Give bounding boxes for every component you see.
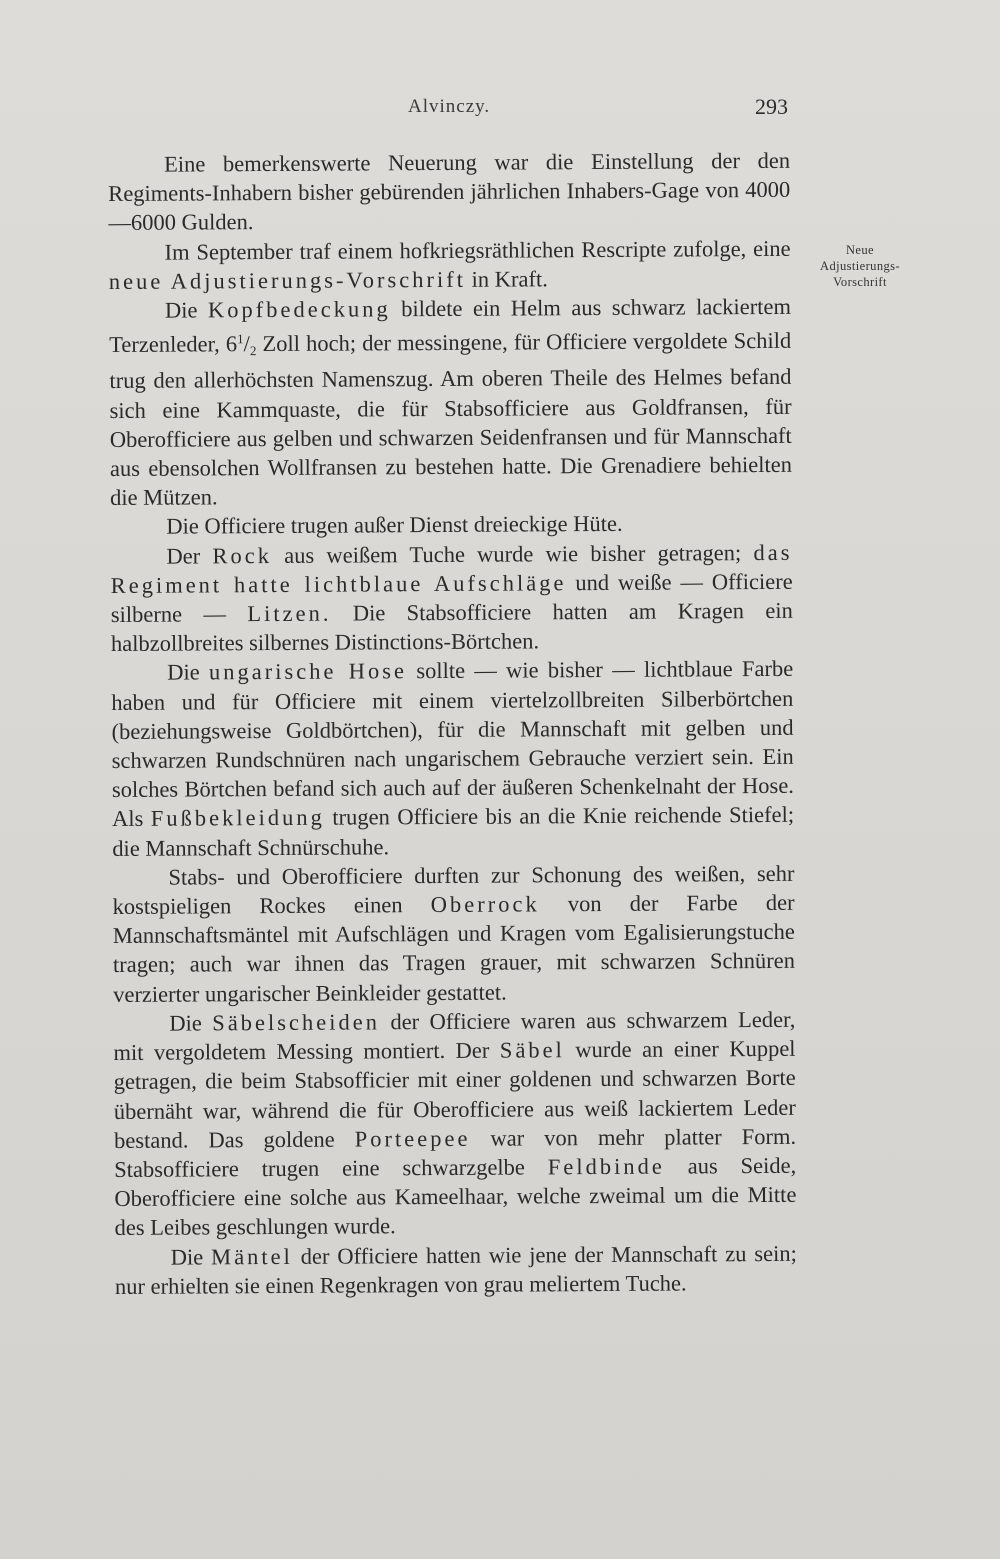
margin-note-line: Neue xyxy=(846,243,874,257)
spaced-emphasis: Mäntel xyxy=(211,1243,293,1269)
fraction-denominator: 2 xyxy=(249,343,257,359)
paragraph-text: der Officiere waren aus schwarzem Leder, mit vergoldetem Messing montiert. Der xyxy=(113,1006,796,1066)
spaced-emphasis: neue Adjustierungs-Vorschrift xyxy=(108,266,467,294)
page-header xyxy=(108,96,788,126)
paragraph-maentel xyxy=(115,1238,797,1301)
paragraph-text: Eine bemerkenswerte Neuerung war die Einstellung der den Regiments-Inhabern bisher gebürenden jährlichen Inhabers-Gage von 4000—6000 Gulden. xyxy=(108,147,791,236)
paragraph-adjustierung xyxy=(109,233,791,296)
body-text xyxy=(108,146,797,1301)
running-head: Alvinczy. xyxy=(408,96,491,117)
paragraph-text: sollte — wie bisher — lichtblaue Farbe haben und für Officiere mit einem viertelzollbreiten Silberbörtchen (beziehungsweise Goldbörtchen), für die Mannschaft mit gelben und schwarzen Rundschnüren nach ungarischem Gebrauche verziert sein. Ein solches Börtchen befand sich auch auf der äußeren Schenkelnaht der Hose. Als xyxy=(111,656,794,832)
paragraph-text: Die xyxy=(170,1243,204,1270)
margin-note-line: Vorschrift xyxy=(833,275,887,289)
fraction-numerator: 1 xyxy=(237,331,244,347)
paragraph-text: Die xyxy=(169,1010,202,1036)
spaced-emphasis: das Regiment hatte lichtblaue Aufschläge xyxy=(110,539,793,598)
spaced-emphasis: Säbelscheiden xyxy=(212,1009,381,1036)
spaced-emphasis: Feldbinde xyxy=(547,1153,665,1180)
paragraph-text: trugen Officiere bis an die Knie reichende Stiefel; die Mannschaft Schnürschuhe. xyxy=(112,802,795,861)
paragraph-kopfbedeckung xyxy=(109,292,792,513)
paragraph-text: Stabs- und Oberofficiere durften zur Schonung des weißen, sehr kostspieligen Rockes einen xyxy=(112,860,795,920)
spaced-emphasis: Litzen. xyxy=(247,600,332,627)
paragraph-text: in Kraft. xyxy=(471,266,548,292)
paragraph-text: Die Officiere trugen außer Dienst dreieckige Hüte. xyxy=(166,511,623,540)
paragraph-saebel xyxy=(113,1005,796,1243)
spaced-emphasis: Kopfbedeckung xyxy=(207,296,391,323)
page-number: 293 xyxy=(755,94,788,119)
paragraph-text: bildete ein Helm aus schwarz lackiertem Terzenleder, 6 xyxy=(109,293,792,358)
paragraph-hose xyxy=(111,654,794,863)
paragraph-text: aus weißem Tuche wurde wie bisher getragen; xyxy=(284,539,742,568)
paragraph-text: Im September traf einem hofkriegsräthlichen Rescripte zufolge, eine xyxy=(164,235,791,265)
paragraph-text: und weiße — Officiere silberne — xyxy=(110,568,793,628)
paragraph-gage xyxy=(108,146,791,238)
paragraph-text: aus Seide, Oberofficiere eine solche aus Kameelhaar, welche zweimal um die Mitte des Leibes geschlungen wurde. xyxy=(114,1152,797,1241)
spaced-emphasis: Fußbekleidung xyxy=(150,805,325,832)
paragraph-huete xyxy=(110,508,792,541)
paragraph-text: Die Stabsofficiere hatten am Kragen ein halbzollbreites silbernes Distinctions-Börtchen. xyxy=(110,597,793,657)
paragraph-rock xyxy=(110,537,793,658)
fraction-slash: / xyxy=(243,331,250,357)
margin-note-line: Adjustierungs- xyxy=(820,259,900,273)
spaced-emphasis: Säbel xyxy=(499,1037,565,1063)
paragraph-text: Die xyxy=(164,297,198,323)
spaced-emphasis: Porteepee xyxy=(354,1125,471,1152)
paragraph-text: war von mehr platter Form. Stabsofficiere trugen eine schwarzgelbe xyxy=(114,1123,797,1182)
paragraph-text: Der xyxy=(166,543,201,569)
spaced-emphasis: Rock xyxy=(212,542,273,569)
paragraph-text: wurde an einer Kuppel getragen, die beim Stabsofficier mit einer goldenen und schwarzen Borte übernäht war, während die für Oberofficiere aus weiß lackiertem Leder bestand. Das goldene xyxy=(113,1035,796,1153)
paragraph-text: von der Farbe der Mannschaftsmäntel mit Aufschlägen und Kragen vom Egalisierungstuche tragen; auch war ihnen das Tragen grauer, mit schwarzen Schnüren verzierter ungarischer Beinkleider gestattet. xyxy=(112,889,796,1007)
paragraph-text: Zoll hoch; der messingene, für Officiere vergoldete Schild trug den allerhöchsten Namenszug. Am oberen Theile des Helmes befand sich eine Kammquaste, die für Stabsofficiere aus Goldfransen, für Oberofficiere aus gelben und schwarzen Seidenfransen und für Mannschaft aus ebensolchen Wollfransen zu bestehen hatte. Die Grenadiere behielten die Mützen. xyxy=(109,328,793,511)
spaced-emphasis: ungarische Hose xyxy=(208,658,408,685)
spaced-emphasis: Oberrock xyxy=(430,891,540,918)
paragraph-text: Die xyxy=(167,659,200,686)
margin-note xyxy=(812,242,908,290)
paragraph-oberrock xyxy=(112,859,795,1009)
paragraph-text: der Officiere hatten wie jene der Mannschaft zu sein; nur erhielten sie einen Regenkragen von grau meliertem Tuche. xyxy=(114,1240,797,1299)
